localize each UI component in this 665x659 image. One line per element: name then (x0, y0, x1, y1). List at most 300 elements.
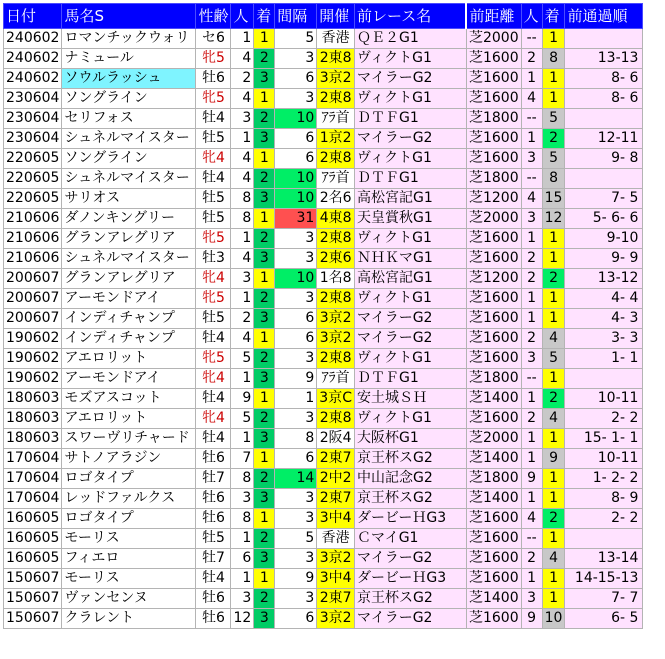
table-row (4, 209, 643, 229)
cell-popularity: 1 (231, 129, 254, 149)
cell-popularity: 5 (231, 409, 254, 429)
cell-prev-race: ヴィクトG1 (354, 149, 466, 169)
table-row (4, 109, 643, 129)
cell-prev-dist: 芝1600 (466, 149, 521, 169)
cell-venue: 2東8 (317, 149, 355, 169)
table-row (4, 189, 643, 209)
cell-date: 190602 (4, 369, 62, 389)
cell-prev-via: 15- 1- 1 (565, 429, 643, 449)
cell-venue: 3中4 (317, 569, 355, 589)
cell-prev-via (565, 169, 643, 189)
cell-date: 240602 (4, 29, 62, 49)
cell-prev-finish: 1 (542, 429, 565, 449)
cell-sex-age: 牡4 (196, 569, 231, 589)
cell-prev-finish: 1 (542, 29, 565, 49)
cell-venue: 3京2 (317, 329, 355, 349)
cell-prev-pop: 1 (521, 489, 542, 509)
cell-prev-pop: 2 (521, 269, 542, 289)
cell-prev-via: 6- 5 (565, 609, 643, 629)
cell-horse-name: グランアレグリア (62, 269, 196, 289)
cell-prev-finish: 1 (542, 489, 565, 509)
cell-prev-finish: 5 (542, 109, 565, 129)
cell-finish: 2 (254, 169, 275, 189)
cell-prev-via: 13-14 (565, 549, 643, 569)
cell-prev-race: 中山記念G2 (354, 469, 466, 489)
cell-finish: 1 (254, 509, 275, 529)
cell-prev-race: ヴィクトG1 (354, 229, 466, 249)
table-row (4, 89, 643, 109)
cell-prev-pop: 3 (521, 589, 542, 609)
cell-prev-race: 高松宮記G1 (354, 269, 466, 289)
cell-prev-dist: 芝1400 (466, 389, 521, 409)
cell-prev-pop: 1 (521, 389, 542, 409)
cell-popularity: 5 (231, 349, 254, 369)
cell-sex-age: セ6 (196, 29, 231, 49)
cell-horse-name: フィエロ (62, 549, 196, 569)
cell-venue: 2東7 (317, 589, 355, 609)
cell-horse-name: ソウルラッシュ (62, 69, 196, 89)
cell-date: 180603 (4, 389, 62, 409)
cell-horse-name: クラレント (62, 609, 196, 629)
header-date[interactable]: 日付 (4, 4, 62, 29)
cell-prev-race: 安土城ＳＨ (354, 389, 466, 409)
cell-horse-name: アーモンドアイ (62, 289, 196, 309)
cell-venue: 3京2 (317, 549, 355, 569)
cell-popularity: 8 (231, 469, 254, 489)
table-row (4, 69, 643, 89)
cell-sex-age: 牡6 (196, 589, 231, 609)
header-prev-via[interactable]: 前通過順 (565, 4, 643, 29)
cell-venue: 2東8 (317, 229, 355, 249)
cell-prev-dist: 芝1800 (466, 169, 521, 189)
cell-prev-race: ヴィクトG1 (354, 49, 466, 69)
cell-prev-race: ＮＨＫマG1 (354, 249, 466, 269)
header-prev-pop[interactable]: 人 (521, 4, 542, 29)
cell-finish: 2 (254, 589, 275, 609)
cell-popularity: 12 (231, 609, 254, 629)
cell-prev-race: ダービーＨG3 (354, 569, 466, 589)
cell-prev-via: 8- 6 (565, 69, 643, 89)
cell-sex-age: 牝4 (196, 269, 231, 289)
cell-prev-finish: 4 (542, 329, 565, 349)
cell-horse-name: シュネルマイスター (62, 249, 196, 269)
header-sexage[interactable]: 性齢 (196, 4, 231, 29)
cell-date: 190602 (4, 349, 62, 369)
cell-interval: 1 (275, 389, 317, 409)
cell-date: 210606 (4, 209, 62, 229)
cell-prev-race: 高松宮記G1 (354, 189, 466, 209)
cell-finish: 3 (254, 609, 275, 629)
table-row (4, 509, 643, 529)
cell-prev-finish: 9 (542, 449, 565, 469)
cell-prev-via: 14-15-13 (565, 569, 643, 589)
cell-date: 230604 (4, 89, 62, 109)
cell-prev-finish: 1 (542, 589, 565, 609)
cell-finish: 2 (254, 289, 275, 309)
cell-interval: 3 (275, 349, 317, 369)
header-interval[interactable]: 間隔 (275, 4, 317, 29)
cell-prev-race: マイラーG2 (354, 549, 466, 569)
table-row (4, 289, 643, 309)
cell-prev-via: 9- 8 (565, 149, 643, 169)
cell-interval: 3 (275, 549, 317, 569)
cell-horse-name: シュネルマイスター (62, 129, 196, 149)
cell-sex-age: 牡4 (196, 109, 231, 129)
cell-popularity: 4 (231, 149, 254, 169)
cell-prev-pop: 4 (521, 189, 542, 209)
cell-venue: 1京2 (317, 129, 355, 149)
cell-prev-finish: 5 (542, 149, 565, 169)
cell-prev-finish: 2 (542, 509, 565, 529)
cell-date: 150607 (4, 589, 62, 609)
cell-horse-name: セリフォス (62, 109, 196, 129)
cell-horse-name: レッドファルクス (62, 489, 196, 509)
cell-interval: 3 (275, 589, 317, 609)
cell-sex-age: 牡6 (196, 449, 231, 469)
cell-prev-finish: 1 (542, 69, 565, 89)
cell-prev-dist: 芝1400 (466, 489, 521, 509)
cell-popularity: 4 (231, 169, 254, 189)
table-row (4, 569, 643, 589)
cell-sex-age: 牡6 (196, 69, 231, 89)
cell-finish: 3 (254, 189, 275, 209)
cell-finish: 3 (254, 429, 275, 449)
cell-horse-name: アエロリット (62, 349, 196, 369)
cell-prev-dist: 芝1400 (466, 589, 521, 609)
cell-prev-pop: -- (521, 529, 542, 549)
cell-date: 180603 (4, 409, 62, 429)
cell-popularity: 1 (231, 229, 254, 249)
cell-prev-dist: 芝1600 (466, 549, 521, 569)
cell-prev-race: ヴィクトG1 (354, 289, 466, 309)
cell-prev-finish: 4 (542, 409, 565, 429)
cell-prev-pop: 1 (521, 69, 542, 89)
cell-date: 170604 (4, 469, 62, 489)
cell-prev-via: 12-11 (565, 129, 643, 149)
cell-prev-pop: 1 (521, 229, 542, 249)
header-pop[interactable]: 人 (231, 4, 254, 29)
cell-interval: 9 (275, 369, 317, 389)
cell-prev-race: 天皇賞秋G1 (354, 209, 466, 229)
cell-interval: 3 (275, 509, 317, 529)
cell-prev-dist: 芝1600 (466, 249, 521, 269)
cell-interval: 6 (275, 329, 317, 349)
cell-horse-name: サリオス (62, 189, 196, 209)
cell-prev-pop: 3 (521, 149, 542, 169)
cell-prev-finish: 2 (542, 269, 565, 289)
cell-prev-finish: 2 (542, 389, 565, 409)
cell-sex-age: 牝4 (196, 409, 231, 429)
cell-prev-race: マイラーG2 (354, 69, 466, 89)
cell-interval: 5 (275, 529, 317, 549)
cell-finish: 1 (254, 329, 275, 349)
cell-horse-name: ソングライン (62, 89, 196, 109)
cell-prev-dist: 芝1600 (466, 329, 521, 349)
cell-prev-dist: 芝1600 (466, 129, 521, 149)
cell-sex-age: 牡5 (196, 529, 231, 549)
cell-horse-name: アーモンドアイ (62, 369, 196, 389)
cell-prev-race: 京王杯スG2 (354, 589, 466, 609)
header-venue[interactable]: 開催 (317, 4, 355, 29)
cell-prev-finish: 1 (542, 89, 565, 109)
cell-prev-via: 1- 2- 2 (565, 469, 643, 489)
cell-prev-pop: 2 (521, 249, 542, 269)
cell-date: 220605 (4, 189, 62, 209)
cell-popularity: 8 (231, 189, 254, 209)
cell-interval: 6 (275, 69, 317, 89)
cell-prev-via (565, 29, 643, 49)
cell-venue: 2東8 (317, 289, 355, 309)
cell-horse-name: サトノアラジン (62, 449, 196, 469)
header-prev-finish[interactable]: 着 (542, 4, 565, 29)
cell-prev-dist: 芝1600 (466, 569, 521, 589)
cell-venue: 香港 (317, 529, 355, 549)
cell-prev-finish: 1 (542, 249, 565, 269)
cell-sex-age: 牡6 (196, 509, 231, 529)
cell-finish: 1 (254, 89, 275, 109)
cell-venue: 2東7 (317, 449, 355, 469)
cell-prev-via (565, 369, 643, 389)
cell-date: 200607 (4, 309, 62, 329)
cell-prev-pop: 9 (521, 609, 542, 629)
cell-horse-name: インディチャンプ (62, 329, 196, 349)
cell-date: 220605 (4, 149, 62, 169)
table-row (4, 489, 643, 509)
cell-popularity: 4 (231, 249, 254, 269)
cell-prev-via: 9-10 (565, 229, 643, 249)
cell-prev-via (565, 109, 643, 129)
cell-prev-pop: 4 (521, 509, 542, 529)
cell-prev-pop: -- (521, 109, 542, 129)
cell-venue: ｱﾗ首 (317, 169, 355, 189)
cell-date: 190602 (4, 329, 62, 349)
cell-finish: 2 (254, 469, 275, 489)
cell-sex-age: 牡6 (196, 489, 231, 509)
cell-prev-pop: -- (521, 169, 542, 189)
header-prev-race[interactable]: 前レース名 (354, 4, 466, 29)
header-name[interactable]: 馬名S (62, 4, 196, 29)
cell-prev-via: 13-12 (565, 269, 643, 289)
cell-prev-race: ヴィクトG1 (354, 89, 466, 109)
cell-prev-race: ダービーＨG3 (354, 509, 466, 529)
table-row (4, 229, 643, 249)
cell-prev-via (565, 529, 643, 549)
cell-prev-via: 5- 6- 6 (565, 209, 643, 229)
cell-horse-name: アエロリット (62, 409, 196, 429)
cell-finish: 2 (254, 109, 275, 129)
cell-finish: 3 (254, 249, 275, 269)
cell-popularity: 8 (231, 509, 254, 529)
cell-prev-race: ＤＴＦG1 (354, 169, 466, 189)
cell-prev-via: 8- 9 (565, 489, 643, 509)
cell-interval: 8 (275, 429, 317, 449)
cell-popularity: 1 (231, 289, 254, 309)
cell-interval: 6 (275, 449, 317, 469)
cell-prev-race: 大阪杯G1 (354, 429, 466, 449)
cell-popularity: 6 (231, 549, 254, 569)
cell-prev-dist: 芝2000 (466, 429, 521, 449)
cell-sex-age: 牝5 (196, 89, 231, 109)
cell-date: 230604 (4, 109, 62, 129)
cell-interval: 10 (275, 109, 317, 129)
cell-finish: 2 (254, 49, 275, 69)
cell-horse-name: ダノンキングリー (62, 209, 196, 229)
cell-prev-dist: 芝2000 (466, 29, 521, 49)
cell-prev-race: マイラーG2 (354, 609, 466, 629)
cell-prev-finish: 2 (542, 129, 565, 149)
cell-popularity: 3 (231, 109, 254, 129)
cell-prev-dist: 芝2000 (466, 209, 521, 229)
cell-prev-dist: 芝1600 (466, 309, 521, 329)
cell-sex-age: 牡5 (196, 209, 231, 229)
cell-popularity: 2 (231, 309, 254, 329)
cell-interval: 31 (275, 209, 317, 229)
cell-prev-via: 8- 6 (565, 89, 643, 109)
cell-popularity: 4 (231, 49, 254, 69)
cell-prev-dist: 芝1600 (466, 229, 521, 249)
cell-prev-dist: 芝1200 (466, 269, 521, 289)
cell-horse-name: ヴァンセンヌ (62, 589, 196, 609)
cell-date: 160605 (4, 529, 62, 549)
cell-interval: 6 (275, 149, 317, 169)
cell-date: 170604 (4, 449, 62, 469)
cell-interval: 6 (275, 609, 317, 629)
cell-popularity: 3 (231, 589, 254, 609)
cell-popularity: 1 (231, 29, 254, 49)
cell-finish: 3 (254, 69, 275, 89)
cell-prev-pop: -- (521, 29, 542, 49)
cell-sex-age: 牡5 (196, 309, 231, 329)
cell-prev-race: マイラーG2 (354, 309, 466, 329)
cell-sex-age: 牝5 (196, 49, 231, 69)
cell-prev-via: 3- 3 (565, 329, 643, 349)
cell-horse-name: ナミュール (62, 49, 196, 69)
cell-prev-pop: 1 (521, 569, 542, 589)
cell-prev-finish: 1 (542, 529, 565, 549)
cell-prev-finish: 1 (542, 569, 565, 589)
cell-interval: 6 (275, 309, 317, 329)
cell-date: 210606 (4, 249, 62, 269)
cell-venue: 2中2 (317, 469, 355, 489)
cell-date: 180603 (4, 429, 62, 449)
cell-popularity: 8 (231, 209, 254, 229)
cell-horse-name: モーリス (62, 569, 196, 589)
cell-prev-dist: 芝1600 (466, 409, 521, 429)
cell-date: 230604 (4, 129, 62, 149)
cell-popularity: 1 (231, 429, 254, 449)
cell-prev-finish: 1 (542, 309, 565, 329)
cell-prev-finish: 10 (542, 609, 565, 629)
cell-popularity: 1 (231, 569, 254, 589)
cell-prev-finish: 1 (542, 469, 565, 489)
table-row (4, 529, 643, 549)
cell-horse-name: シュネルマイスター (62, 169, 196, 189)
cell-interval: 6 (275, 129, 317, 149)
cell-prev-via: 7- 5 (565, 189, 643, 209)
cell-popularity: 1 (231, 369, 254, 389)
cell-venue: ｱﾗ首 (317, 369, 355, 389)
cell-finish: 3 (254, 549, 275, 569)
cell-prev-finish: 1 (542, 229, 565, 249)
table-row (4, 409, 643, 429)
cell-interval: 3 (275, 249, 317, 269)
results-table (3, 3, 643, 629)
cell-venue: 2東8 (317, 49, 355, 69)
cell-venue: 2東8 (317, 409, 355, 429)
cell-interval: 9 (275, 569, 317, 589)
cell-interval: 10 (275, 269, 317, 289)
cell-date: 210606 (4, 229, 62, 249)
table-row (4, 349, 643, 369)
cell-interval: 3 (275, 89, 317, 109)
cell-date: 240602 (4, 69, 62, 89)
header-finish[interactable]: 着 (254, 4, 275, 29)
cell-prev-pop: 2 (521, 409, 542, 429)
cell-popularity: 4 (231, 89, 254, 109)
cell-sex-age: 牡7 (196, 549, 231, 569)
table-row (4, 549, 643, 569)
cell-prev-race: ＱＥ２G1 (354, 29, 466, 49)
cell-finish: 2 (254, 229, 275, 249)
cell-venue: 3京2 (317, 609, 355, 629)
header-prev-dist[interactable]: 前距離 (466, 4, 521, 29)
cell-prev-via: 1- 1 (565, 349, 643, 369)
cell-prev-pop: 1 (521, 449, 542, 469)
cell-prev-pop: 3 (521, 349, 542, 369)
cell-horse-name: ロゴタイプ (62, 469, 196, 489)
table-row (4, 129, 643, 149)
cell-prev-finish: 8 (542, 49, 565, 69)
cell-prev-race: マイラーG2 (354, 329, 466, 349)
cell-date: 160605 (4, 549, 62, 569)
cell-venue: 4東8 (317, 209, 355, 229)
cell-venue: 2東7 (317, 489, 355, 509)
cell-sex-age: 牡3 (196, 249, 231, 269)
cell-prev-pop: 1 (521, 289, 542, 309)
cell-interval: 3 (275, 409, 317, 429)
cell-interval: 3 (275, 489, 317, 509)
cell-venue: 2名6 (317, 189, 355, 209)
cell-horse-name: モーリス (62, 529, 196, 549)
cell-prev-via: 13-13 (565, 49, 643, 69)
cell-finish: 3 (254, 369, 275, 389)
cell-prev-via: 2- 2 (565, 509, 643, 529)
cell-finish: 2 (254, 529, 275, 549)
cell-prev-dist: 芝1600 (466, 289, 521, 309)
cell-sex-age: 牝4 (196, 369, 231, 389)
cell-prev-pop: 9 (521, 469, 542, 489)
cell-prev-dist: 芝1200 (466, 189, 521, 209)
table-row (4, 369, 643, 389)
cell-prev-via: 10-11 (565, 389, 643, 409)
cell-horse-name: スワーヴリチャード (62, 429, 196, 449)
cell-venue: 3京2 (317, 309, 355, 329)
table-row (4, 29, 643, 49)
cell-finish: 1 (254, 449, 275, 469)
cell-prev-race: ヴィクトG1 (354, 409, 466, 429)
cell-prev-race: ＤＴＦG1 (354, 369, 466, 389)
cell-interval: 10 (275, 189, 317, 209)
cell-prev-pop: 1 (521, 309, 542, 329)
cell-prev-dist: 芝1600 (466, 89, 521, 109)
table-row (4, 169, 643, 189)
cell-date: 160605 (4, 509, 62, 529)
table-row (4, 429, 643, 449)
cell-venue: 香港 (317, 29, 355, 49)
cell-popularity: 7 (231, 449, 254, 469)
cell-prev-dist: 芝1400 (466, 449, 521, 469)
cell-date: 240602 (4, 49, 62, 69)
